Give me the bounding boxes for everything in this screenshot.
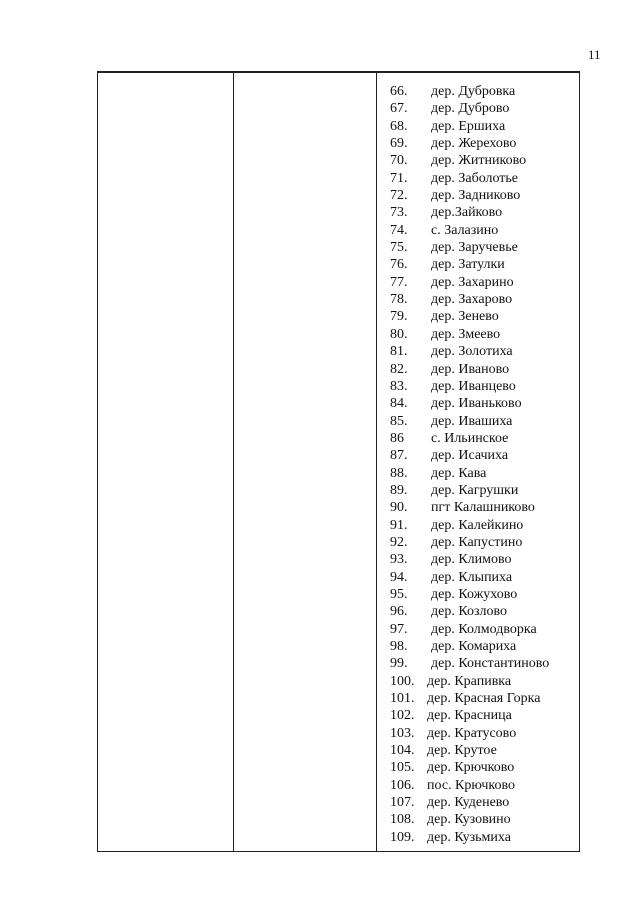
settlement-name: дер. Задниково (431, 188, 521, 204)
settlement-name: дер. Красная Горка (427, 691, 541, 707)
settlements-table (97, 71, 580, 852)
settlement-name: дер. Исачиха (431, 448, 509, 464)
settlement-name: дер. Заручевье (431, 240, 518, 256)
settlement-name: дер. Дубровка (431, 84, 516, 99)
item-number: 82. (390, 361, 408, 377)
item-number: 76. (390, 257, 408, 273)
settlement-name: дер. Золотиха (431, 344, 513, 360)
settlement-name: с. Ильинское (431, 430, 509, 446)
settlement-name: дер. Кузовино (427, 812, 511, 828)
settlement-name: дер. Иванцево (431, 378, 516, 394)
item-number: 93. (390, 552, 408, 568)
settlement-name: дер. Иваново (431, 361, 510, 377)
settlement-name: дер. Крапивка (427, 673, 512, 689)
item-number: 79. (390, 309, 408, 325)
item-number: 74. (390, 222, 408, 238)
item-number: 90. (390, 500, 408, 516)
column-divider-1 (233, 73, 234, 851)
settlement-name: дер. Дуброво (431, 101, 510, 117)
item-number: 71. (390, 170, 408, 186)
item-number: 72. (390, 188, 408, 204)
item-number: 98. (390, 639, 408, 654)
settlement-name: дер. Затулки (431, 257, 505, 273)
item-number: 107. (390, 795, 415, 811)
item-number: 73. (390, 205, 408, 221)
item-number: 108. (390, 812, 415, 828)
settlement-name: дер. Комариха (431, 639, 517, 654)
settlement-name: дер. Жерехово (431, 136, 517, 152)
settlement-name: дер.Зайково (431, 205, 503, 221)
item-number: 101. (390, 691, 415, 707)
page-number: 11 (588, 47, 601, 62)
item-number: 87. (390, 448, 408, 464)
item-number: 105. (390, 760, 415, 776)
settlement-name: дер. Кратусово (427, 725, 517, 741)
item-number: 95. (390, 586, 408, 602)
settlement-name: дер. Кава (431, 465, 487, 481)
item-number: 104. (390, 743, 415, 759)
settlement-name: дер. Ершиха (431, 118, 506, 134)
settlement-name: дер. Зенево (431, 309, 499, 325)
item-number: 68. (390, 118, 408, 134)
item-number: 100. (390, 673, 415, 689)
item-number: 109. (390, 829, 415, 845)
settlement-name: дер. Захарово (431, 292, 513, 308)
settlement-name: дер. Красница (427, 708, 512, 724)
settlement-name: дер. Ивашиха (431, 413, 513, 429)
item-number: 78. (390, 292, 408, 308)
item-number: 69. (390, 136, 408, 152)
settlement-name: с. Залазино (431, 222, 499, 238)
settlement-name: дер. Климово (431, 552, 512, 568)
item-number: 96. (390, 604, 408, 620)
settlement-name: дер. Житниково (431, 153, 527, 169)
item-number: 67. (390, 101, 408, 117)
item-number: 75. (390, 240, 408, 256)
settlement-name: дер. Заболотье (431, 170, 519, 186)
settlement-name: дер. Крючково (427, 760, 515, 776)
settlement-name: дер. Козлово (431, 604, 508, 620)
item-number: 66. (390, 84, 408, 99)
item-number: 103. (390, 725, 415, 741)
settlement-name: дер. Змеево (431, 326, 501, 342)
item-number: 83. (390, 378, 408, 394)
settlement-name: дер. Иваньково (431, 396, 522, 412)
item-number: 85. (390, 413, 408, 429)
item-number: 102. (390, 708, 415, 724)
settlement-name: пгт Калашниково (431, 500, 535, 516)
settlement-name: дер. Куденево (427, 795, 510, 811)
item-number: 106. (390, 777, 415, 793)
settlement-name: дер. Кагрушки (431, 482, 519, 498)
item-number: 81. (390, 344, 408, 360)
settlement-name: дер. Колмодворка (431, 621, 537, 637)
item-number: 88. (390, 465, 408, 481)
settlement-name: дер. Калейкино (431, 517, 524, 533)
settlement-name: дер. Константиново (431, 656, 550, 672)
settlement-name: пос. Крючково (427, 777, 515, 793)
item-number: 99. (390, 656, 408, 672)
settlement-name: дер. Кузьмиха (427, 829, 511, 845)
item-number: 70. (390, 153, 408, 169)
item-number: 80. (390, 326, 408, 342)
item-number: 97. (390, 621, 408, 637)
settlement-name: дер. Капустино (431, 534, 523, 550)
settlement-name: дер. Крутое (427, 743, 497, 759)
column-divider-2 (376, 73, 377, 851)
item-number: 91. (390, 517, 408, 533)
item-number: 92. (390, 534, 408, 550)
item-number: 86 (390, 430, 404, 446)
settlement-name: дер. Клыпиха (431, 569, 513, 585)
settlement-name: дер. Захарино (431, 274, 514, 290)
item-number: 84. (390, 396, 408, 412)
settlement-name: дер. Кожухово (431, 586, 518, 602)
item-number: 89. (390, 482, 408, 498)
item-number: 77. (390, 274, 408, 290)
item-number: 94. (390, 569, 408, 585)
